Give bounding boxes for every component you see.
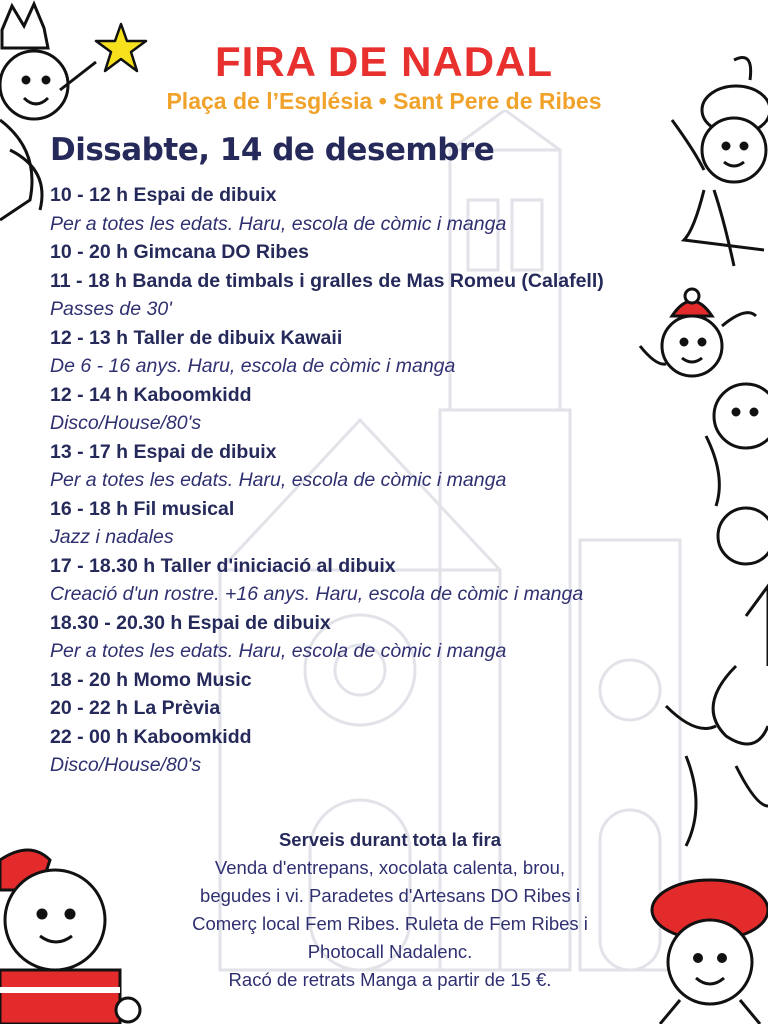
- services-line: Photocall Nadalenc.: [307, 941, 473, 962]
- event-title: 18.30 - 20.30 h Espai de dibuix: [50, 611, 331, 634]
- event-note: Disco/House/80's: [50, 412, 202, 434]
- services-line: Comerç local Fem Ribes. Ruleta de Fem Ribes i: [192, 913, 588, 934]
- santa-character-illustration: [0, 840, 150, 1024]
- event-title: 18 - 20 h Momo Music: [50, 668, 252, 691]
- event-title: 11 - 18 h Banda de timbals i gralles de Mas Romeu (Calafell): [50, 269, 604, 292]
- event-note: Per a totes les edats. Haru, escola de còmic i manga: [50, 469, 507, 491]
- event-note: Per a totes les edats. Haru, escola de còmic i manga: [50, 212, 507, 235]
- date-heading: Dissabte, 14 de desembre: [50, 132, 495, 168]
- event-title: 12 - 13 h Taller de dibuix Kawaii: [50, 326, 343, 349]
- services-title: Serveis durant tota la fira: [278, 829, 502, 850]
- services-line: begudes i vi. Paradetes d'Artesans DO Ribes i: [200, 885, 580, 906]
- beret-character-illustration: [640, 870, 768, 1024]
- event-title: 10 - 20 h Gimcana DO Ribes: [50, 241, 310, 263]
- services-section: [130, 826, 650, 994]
- event-note: De 6 - 16 anys. Haru, escola de còmic i manga: [50, 355, 456, 377]
- event-title: 10 - 12 h Espai de dibuix: [50, 184, 277, 206]
- page-title: FIRA DE NADAL: [214, 38, 554, 85]
- event-note: Per a totes les edats. Haru, escola de còmic i manga: [50, 640, 507, 662]
- event-schedule: [50, 181, 650, 780]
- event-note: Creació d'un rostre. +16 anys. Haru, escola de còmic i manga: [50, 583, 584, 605]
- event-note: Passes de 30': [50, 298, 172, 320]
- event-title: 13 - 17 h Espai de dibuix: [50, 440, 277, 463]
- castellers-characters-illustration: [636, 286, 768, 866]
- services-line: Racó de retrats Manga a partir de 15 €.: [228, 969, 552, 990]
- event-title: 20 - 22 h La Prèvia: [50, 697, 221, 719]
- event-title: 17 - 18.30 h Taller d'iniciació al dibuix: [50, 554, 396, 577]
- event-note: Disco/House/80's: [50, 754, 202, 776]
- event-title: 16 - 18 h Fil musical: [50, 497, 235, 520]
- location-subtitle: Plaça de l’Església • Sant Pere de Ribes: [166, 88, 602, 114]
- event-title: 22 - 00 h Kaboomkidd: [50, 725, 252, 748]
- event-note: Jazz i nadales: [50, 526, 174, 548]
- event-title: 12 - 14 h Kaboomkidd: [50, 383, 252, 406]
- services-line: Venda d'entrepans, xocolata calenta, brou,: [214, 857, 566, 878]
